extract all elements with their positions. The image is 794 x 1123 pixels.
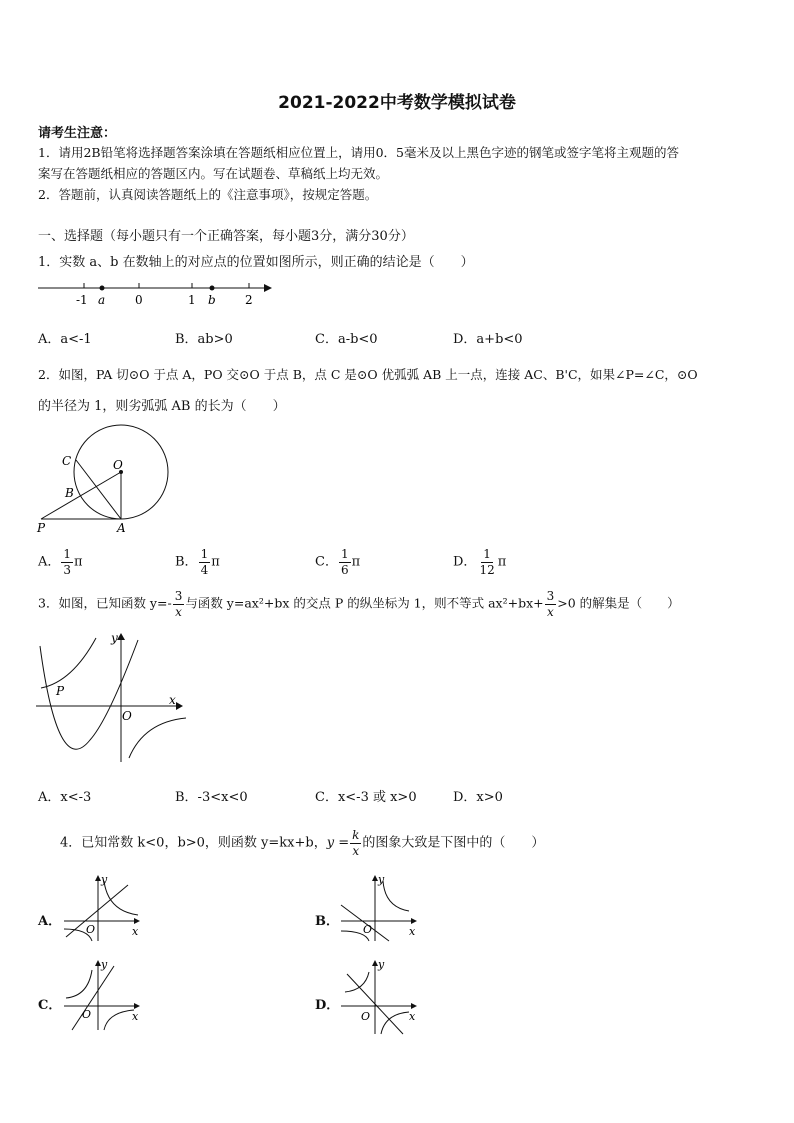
label-y: y [378,958,385,971]
notice-line-3: 2．答题前，认真阅读答题纸上的《注意事项》，按规定答题。 [38,187,378,202]
q3-graph [36,630,186,765]
tick-label-0: 0 [135,293,143,307]
fraction: $\frac{k}{x}$ [352,828,360,858]
q4-stem: 4．已知常数 k<0，b>0，则函数 y=kx+b，y = $\frac{k}{x}$ 的图象大致是下图中的（ ） [60,828,545,858]
q2-stem-line-2: 的半径为 1，则劣弧弧 AB 的长为（ ） [38,399,286,414]
label-p: P [56,684,65,698]
q2-option-c: C． $\frac{1}{6}$ π [315,547,361,577]
q3-option-a: A．x<-3 [38,790,92,805]
tick-label-2: 2 [245,293,253,307]
label-a: A [117,521,126,535]
fraction: $\frac{1}{6}$ [340,547,349,577]
q4-option-a-label: A． [38,914,62,929]
label-c: C [62,454,72,468]
label-o: O [113,458,123,472]
fraction: $\frac{3}{x}$ [546,589,555,619]
q4-graph-a [60,873,145,943]
label-b: B [65,486,74,500]
q3-option-c: C．x<-3 或 x>0 [315,790,417,805]
label-y: y [378,873,385,886]
q3-stem: 3．如图，已知函数 y=- $\frac{3}{x}$ 与函数 y=ax²+bx 的交点 P 的纵坐标为 1，则不等式 ax²+bx+ $\frac{3}{x}$ >0 的解集是（ ） [38,589,680,619]
q1-stem: 1．实数 a、b 在数轴上的对应点的位置如图所示，则正确的结论是（ ） [38,255,474,270]
q4-graph-d [337,958,422,1038]
section-heading: 一、选择题（每小题只有一个正确答案，每小题3分，满分30分） [38,229,414,244]
label-x: x [169,693,176,707]
q1-option-d: D．a+b<0 [453,332,523,347]
tick-label-neg1: -1 [76,293,88,307]
q4-option-d-label: D． [315,998,340,1013]
fraction: $\frac{1}{12}$ [479,547,495,577]
label-o: O [86,923,96,936]
q3-option-d: D．x>0 [453,790,503,805]
label-o: O [361,1010,371,1023]
tick-label-1: 1 [188,293,196,307]
label-p: P [37,521,46,535]
option-letter: A． [38,554,61,570]
fraction: $\frac{3}{x}$ [174,589,183,619]
notice-line-1: 1．请用2B铅笔将选择题答案涂填在答题纸相应位置上，请用0．5毫米及以上黑色字迹的钢笔或签字笔将主观题的答 [38,145,679,160]
q4-graph-b [337,873,422,943]
tick-label-a: a [98,293,106,307]
q2-stem-line-1: 2．如图，PA 切⊙O 于点 A，PO 交⊙O 于点 B，点 C 是⊙O 优弧弧 AB 上一点，连接 AC、B'C，如果∠P=∠C，⊙O [38,367,698,382]
label-x: x [409,1010,416,1023]
q2-option-d: D． $\frac{1}{12}$ π [453,547,507,577]
notice-line-2: 案写在答题纸相应的答题区内。写在试题卷、草稿纸上均无效。 [38,166,389,181]
q1-number-line [38,278,273,308]
point-b [210,286,215,291]
option-letter: D． [453,554,477,570]
label-x: x [132,925,139,938]
q1-option-a: A．a<-1 [38,332,92,347]
option-letter: B． [175,554,198,570]
label-o: O [82,1008,92,1021]
q3-option-b: B．-3<x<0 [175,790,248,805]
q4-option-b-label: B． [315,914,339,929]
q1-option-c: C．a-b<0 [315,332,378,347]
option-letter: C． [315,554,338,570]
q4-option-c-label: C． [38,998,62,1013]
label-y: y [111,631,118,645]
q1-option-b: B．ab>0 [175,332,233,347]
label-y: y [101,873,108,886]
fraction: $\frac{1}{3}$ [63,547,72,577]
page-title: 2021-2022中考数学模拟试卷 [278,93,516,113]
tick-label-b: b [208,293,216,307]
label-y: y [101,958,108,971]
label-o: O [122,709,132,723]
notice-heading: 请考生注意： [38,126,117,141]
q2-circle-figure [35,423,175,538]
label-o: O [363,923,373,936]
q2-option-b: B． $\frac{1}{4}$ π [175,547,220,577]
fraction: $\frac{1}{4}$ [200,547,209,577]
point-a [100,286,105,291]
label-x: x [409,925,416,938]
q2-option-a: A． $\frac{1}{3}$ π [38,547,83,577]
q4-graph-c [60,958,145,1033]
label-x: x [132,1010,139,1023]
